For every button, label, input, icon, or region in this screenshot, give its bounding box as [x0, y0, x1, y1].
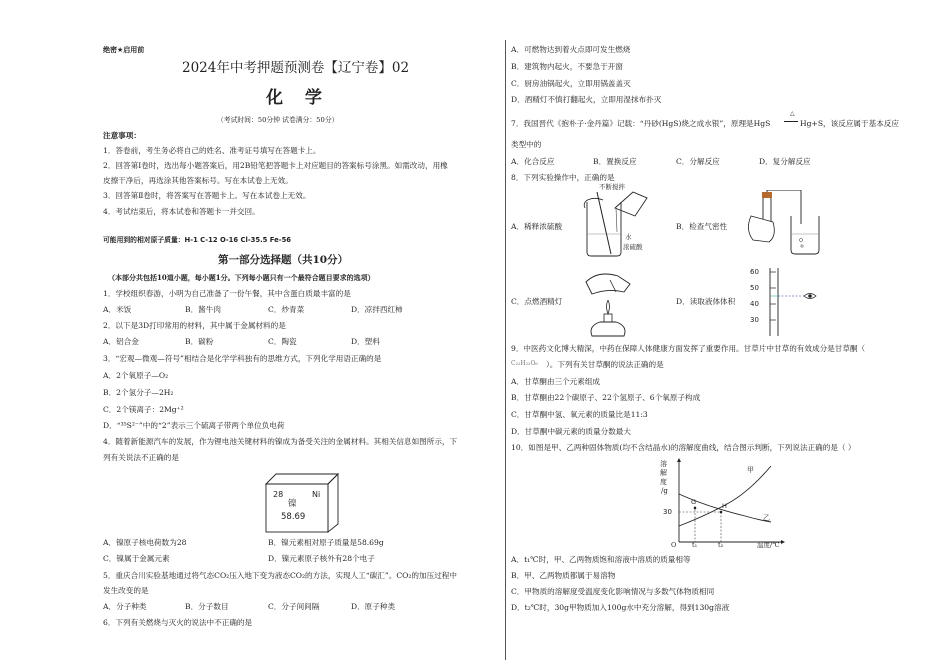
q8-option-c: C．点燃酒精灯 — [511, 297, 563, 306]
secret-label: 绝密★启用前 — [103, 46, 145, 54]
notes-heading: 注意事项： — [103, 131, 141, 140]
graph-ylabel-1: 溶 — [660, 460, 667, 468]
graph-t1: t₁ — [692, 541, 698, 549]
q9-option-d: D．甘草酮中碳元素的质量分数最大 — [511, 427, 631, 436]
q10-option-c: C．甲物质的溶解度受温度变化影响情况与多数气体物质相同 — [511, 587, 715, 596]
reaction-arrow — [784, 121, 798, 122]
beaker-pour-icon — [573, 183, 663, 258]
cylinder-tick-60: 60 — [750, 268, 759, 276]
q8-option-d: D．读取液体体积 — [676, 297, 736, 306]
graph-ylabel-4: /g — [661, 487, 668, 495]
part1-title: 第一部分选择题（共10分） — [218, 254, 349, 266]
q7-option-d: D．复分解反应 — [759, 157, 811, 166]
q8-option-b: B．检查气密性 — [676, 222, 728, 231]
subject-title: 化 学 — [266, 88, 330, 108]
q6-option-c: C．厨房油锅起火，立即用锅盖盖灭 — [511, 79, 631, 88]
q6-option-d: D．酒精灯不慎打翻起火，立即用湿抹布扑灭 — [511, 95, 662, 104]
test-tube-hand-icon — [743, 190, 843, 256]
q2-stem: 2．以下是3D打印常用的材料，其中属于金属材料的是 — [103, 321, 286, 330]
stir-label: 不断搅拌 — [599, 183, 625, 191]
q10-option-b: B．甲、乙两物质都属于易溶物 — [511, 571, 616, 580]
cylinder-tick-30: 30 — [750, 316, 759, 324]
q4-option-b: B．镍元素相对原子质量是58.69g — [268, 538, 384, 547]
q9-option-a: A．甘草酮由三个元素组成 — [511, 377, 601, 386]
note-item: 3．回答第Ⅱ卷时，将答案写在答题卡上。写在本试卷上无效。 — [103, 191, 311, 200]
q7-option-b: B．置换反应 — [593, 157, 637, 166]
q6-stem: 6．下列有关燃烧与灭火的说法中不正确的是 — [103, 618, 253, 627]
graph-t2: t₂ — [718, 541, 724, 549]
q2-option-b: B．碳粉 — [185, 337, 214, 346]
q2-option-c: C．陶瓷 — [268, 337, 297, 346]
alcohol-lamp-icon — [578, 270, 638, 342]
graph-ylabel-3: 度 — [660, 478, 667, 486]
delta-icon: △ — [790, 110, 795, 117]
point-g-label: G — [691, 498, 697, 506]
q6-option-b: B．建筑物内起火，不要急于开窗 — [511, 62, 623, 71]
element-number: 28 — [273, 490, 284, 499]
q7-stem-mid: Hg+S，该反应属于基本反应 — [800, 119, 899, 128]
element-card-figure — [262, 470, 342, 534]
q3-option-b: B．2个氢分子—2H₂ — [103, 388, 174, 397]
q3-option-a: A．2个氧原子—O₂ — [103, 371, 169, 380]
q7-stem-line2: 类型中的 — [511, 140, 542, 149]
column-divider — [505, 40, 506, 660]
note-item: 皮擦干净后，再选涂其他答案标号。写在本试卷上无效。 — [103, 176, 293, 185]
q3-stem: 3．“宏观—微观—符号”相结合是化学学科独有的思维方式，下列化学用语正确的是 — [103, 354, 382, 363]
graph-ylabel-2: 解 — [660, 469, 667, 477]
q4-stem-line2: 列有关说法不正确的是 — [103, 453, 179, 462]
cylinder-eye-icon — [748, 266, 828, 338]
q5-option-b: B．分子数目 — [185, 602, 229, 611]
q1-option-b: B．酱牛肉 — [185, 305, 221, 314]
q1-option-d: D．凉拌西红柿 — [351, 305, 403, 314]
graph-xlabel: 温度/℃ — [757, 541, 780, 549]
q8-stem: 8．下列实验操作中，正确的是 — [511, 173, 615, 182]
q9-option-b: B．甘草酮由22个碳原子、22个氢原子、6个氧原子构成 — [511, 393, 701, 402]
q1-option-a: A．米饭 — [103, 305, 132, 314]
curve-label-jia: 甲 — [747, 466, 754, 474]
q4-option-d: D．镍元素原子核外有28个电子 — [268, 554, 375, 563]
q6-option-a: A．可燃物达到着火点即可发生燃烧 — [511, 45, 631, 54]
q9-stem-line2: ）。下列有关甘草酮的说法正确的是 — [546, 360, 664, 369]
exam-title: 2024年中考押题预测卷【辽宁卷】02 — [182, 60, 410, 76]
q2-option-a: A．铝合金 — [103, 337, 139, 346]
figure-cylinder — [748, 266, 828, 338]
cylinder-tick-40: 40 — [750, 300, 759, 308]
q8-option-a: A．稀释浓硫酸 — [511, 222, 563, 231]
cylinder-tick-50: 50 — [750, 284, 759, 292]
q5-stem-line1: 5．重庆合川实验基地通过将气态CO₂压入地下变为液态CO₂的方法，实现人工“碳汇”。CO₂的加压过程中 — [103, 571, 457, 580]
note-item: 2．回答第Ⅰ卷时，选出每小题答案后，用2B铅笔把答题卡上对应题目的答案标号涂黑。如需改动，用橡 — [103, 161, 448, 170]
element-mass: 58.69 — [281, 512, 306, 522]
q9-option-c: C．甘草酮中氢、氧元素的质量比是11:3 — [511, 410, 648, 419]
q3-option-c: C．2个镁离子：2Mg⁺² — [103, 405, 184, 414]
element-cube-icon — [262, 470, 342, 534]
q10-stem: 10．如图是甲、乙两种固体物质(均不含结晶水)的溶解度曲线，结合图示判断，下列说法正确的是（ ） — [511, 443, 856, 452]
q1-stem: 1．学校组织春游，小明为自己准备了一份午餐，其中含蛋白质最丰富的是 — [103, 289, 351, 298]
graph-y30: 30 — [663, 508, 672, 516]
note-item: 1．答卷前，考生务必将自己的姓名、准考证号填写在答题卡上。 — [103, 146, 321, 155]
q10-option-d: D．t₂℃时，30g甲物质加入100g水中充分溶解，得到130g溶液 — [511, 603, 730, 612]
q7-stem-line1: 7．我国晋代《抱朴子·金丹篇》记载：“丹砂(HgS)烧之成水银”，原理是HgS — [511, 119, 771, 128]
q3-option-d: D．“³⁵S²⁻”中的“2”表示三个硫离子带两个单位负电荷 — [103, 421, 285, 430]
water-label: 水 — [625, 233, 632, 241]
q4-stem-line1: 4．随着新能源汽车的发展，作为锂电池关键材料的镍成为备受关注的金属材料。其相关信息如图所示，下 — [103, 437, 458, 446]
note-item: 4．考试结束后，将本试卷和答题卡一并交回。 — [103, 207, 260, 216]
q1-option-c: C．炒青菜 — [268, 305, 305, 314]
q2-option-d: D．塑料 — [351, 337, 380, 346]
q9-formula: C₂₂H₂₂O₆ — [511, 360, 538, 367]
graph-origin: O — [671, 541, 677, 549]
element-symbol: Ni — [312, 490, 321, 499]
element-name: 镍 — [288, 499, 297, 509]
exam-meta: （考试时间：50分钟 试卷满分：50分） — [217, 116, 339, 124]
q7-option-c: C．分解反应 — [676, 157, 720, 166]
figure-alcohol-lamp — [578, 270, 638, 342]
q4-option-c: C．镍属于金属元素 — [103, 554, 170, 563]
q7-option-a: A．化合反应 — [511, 157, 555, 166]
q10-option-a: A．t₁℃时，甲、乙两物质饱和溶液中溶质的质量相等 — [511, 555, 691, 564]
q5-option-d: D．原子种类 — [351, 602, 396, 611]
acid-label: 浓硫酸 — [623, 243, 643, 251]
figure-airtightness — [743, 190, 843, 256]
point-h-label: H — [722, 502, 727, 510]
q5-option-c: C．分子间间隔 — [268, 602, 320, 611]
curve-label-yi: 乙 — [763, 514, 770, 522]
q4-option-a: A．镍原子核电荷数为28 — [103, 538, 187, 547]
solubility-graph — [655, 456, 795, 552]
q5-stem-line2: 发生改变的是 — [103, 586, 149, 595]
q9-stem-line1: 9．中医药文化博大精深，中药在保障人体健康方面发挥了重要作用。甘草片中甘草的有效成分是甘草酮（ — [511, 344, 866, 353]
figure-dilute-acid — [573, 183, 663, 258]
part1-desc: （本部分共包括10道小题，每小题1分。下列每小题只有一个最符合题目要求的选项） — [108, 273, 375, 282]
q5-option-a: A．分子种类 — [103, 602, 147, 611]
atomic-masses: 可能用到的相对原子质量：H-1 C-12 O-16 Cl-35.5 Fe-56 — [103, 236, 292, 244]
